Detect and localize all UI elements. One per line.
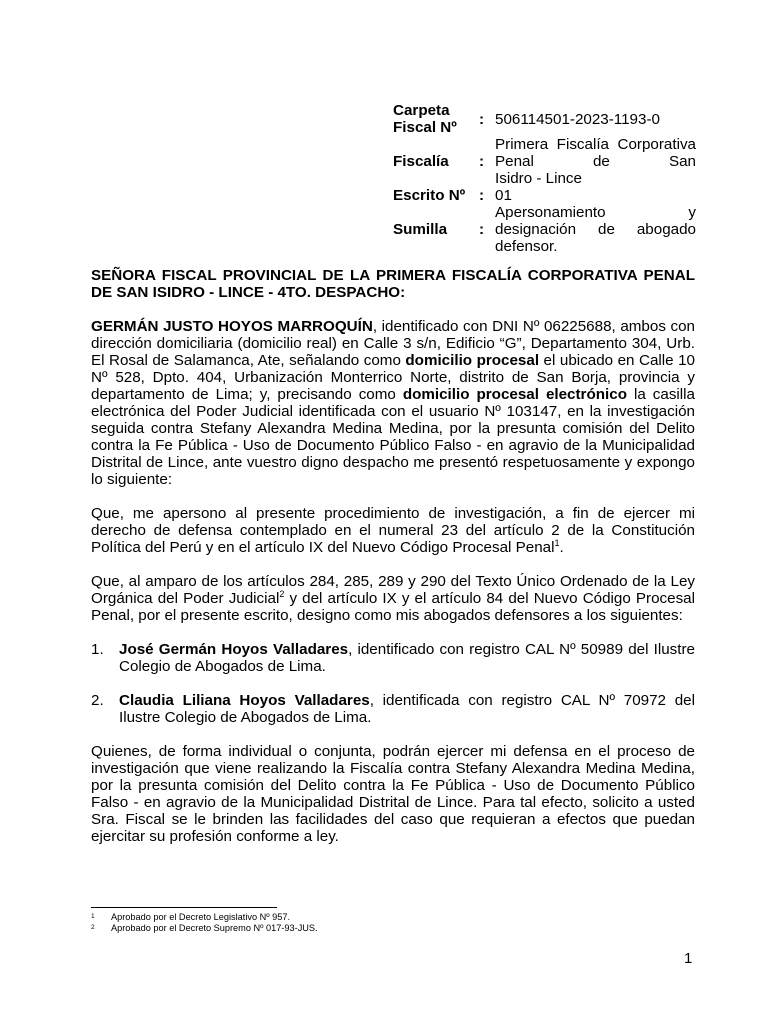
footnote-number: 1 bbox=[91, 913, 95, 920]
addressee-heading: SEÑORA FISCAL PROVINCIAL DE LA PRIMERA FISCALÍA CORPORATIVA PENAL DE SAN ISIDRO - LINCE - 4TO. DESPACHO: bbox=[91, 267, 695, 301]
lawyer-name: José Germán Hoyos Valladares bbox=[119, 641, 349, 658]
para1-end: . bbox=[559, 539, 564, 556]
escrito-value: 01 bbox=[495, 187, 512, 204]
domicilio-electronico-label: domicilio procesal electrónico bbox=[402, 386, 627, 403]
colon: : bbox=[479, 187, 485, 204]
apersonamiento-paragraph bbox=[91, 505, 695, 556]
lawyer-name: Claudia Liliana Hoyos Valladares bbox=[119, 692, 370, 709]
sumilla-value-last: defensor. bbox=[495, 238, 558, 255]
footnote-text: Aprobado por el Decreto Legislativo Nº 957. bbox=[111, 912, 291, 922]
document-body bbox=[91, 267, 695, 862]
intro-text-1: , identificado con DNI Nº 06225688, ambos con dirección domiciliaria (domicilio real) en Calle 3 s/n, Edificio “G”, Departamento 304, Urb. El Rosal de Salamanca, Ate, señalando como bbox=[91, 318, 695, 369]
header-row-fiscalia bbox=[393, 136, 696, 187]
footnote bbox=[91, 912, 695, 923]
intro-text-3: la casilla electrónica del Poder Judicial identificada con el usuario Nº 103147, en la investigación seguida contra Stefany Alexandra Medina Medina, por la presunta comisión del Delito contra la Fe Pública - Uso de Documento Público Falso - en agravio de la Municipalidad Distrital de Lince, ante vuestro digno despacho me presentó respetuosamente y expongo lo siguiente: bbox=[91, 386, 695, 488]
header-row-escrito bbox=[393, 187, 696, 204]
intro-paragraph bbox=[91, 318, 695, 488]
list-item bbox=[91, 692, 695, 726]
fiscalia-value-last: Isidro - Lince bbox=[495, 170, 582, 187]
closing-paragraph: Quienes, de forma individual o conjunta, podrán ejercer mi defensa en el proceso de investigación que viene realizando la Fiscalía contra Stefany Alexandra Medina Medina, por la presunta comisión del Delito contra la Fe Pública - Uso de Documento Público Falso - en agravio de la Municipalidad Distrital de Lince. Para tal efecto, solicito a usted Sra. Fiscal se le brinden las facilidades del caso que requieran a efectos que puedan ejercitar su profesión conforme a ley. bbox=[91, 743, 695, 845]
header-row-carpeta bbox=[393, 102, 696, 136]
footnote bbox=[91, 923, 695, 934]
footnote-ref-2: 2 bbox=[279, 589, 285, 599]
escrito-label: Escrito Nº bbox=[393, 187, 466, 204]
fiscalia-label: Fiscalía bbox=[393, 153, 449, 170]
page-number: 1 bbox=[684, 950, 693, 967]
list-number: 2. bbox=[91, 692, 104, 709]
carpeta-label: Carpeta Fiscal Nº bbox=[393, 102, 457, 136]
lawyers-list bbox=[91, 641, 695, 726]
list-number: 1. bbox=[91, 641, 104, 658]
colon: : bbox=[479, 221, 485, 238]
list-item bbox=[91, 641, 695, 675]
footnotes bbox=[91, 912, 695, 934]
footnote-number: 2 bbox=[91, 924, 95, 931]
petitioner-name: GERMÁN JUSTO HOYOS MARROQUÍN bbox=[91, 318, 373, 335]
document-header bbox=[393, 102, 696, 255]
footnote-text: Aprobado por el Decreto Supremo Nº 017-93-JUS. bbox=[111, 923, 318, 933]
intro-text-2: el ubicado en Calle 10 Nº 528, Dpto. 404, Urbanización Monterrico Norte, distrito de San Borja, provincia y departamento de Lima; y, precisando como bbox=[91, 352, 696, 403]
header-row-sumilla bbox=[393, 204, 696, 255]
lawyer-details: , identificada con registro CAL Nº 70972 del Ilustre Colegio de Abogados de Lima. bbox=[119, 692, 696, 726]
domicilio-procesal-label: domicilio procesal bbox=[405, 352, 540, 369]
colon: : bbox=[479, 110, 485, 128]
sumilla-value bbox=[495, 204, 696, 255]
para2-text-1: Que, al amparo de los artículos 284, 285, 289 y 290 del Texto Único Ordenado de la Ley Orgánica del Poder Judicial bbox=[91, 573, 695, 607]
carpeta-value: 506114501-2023-1193-0 bbox=[495, 110, 660, 128]
designation-paragraph bbox=[91, 573, 695, 624]
para1-text: Que, me apersono al presente procedimiento de investigación, a fin de ejercer mi derecho de defensa contemplado en el numeral 23 del artículo 2 de la Constitución Política del Perú y en el artículo IX del Nuevo Código Procesal Penal bbox=[91, 505, 695, 556]
lawyer-details: , identificado con registro CAL Nº 50989 del Ilustre Colegio de Abogados de Lima. bbox=[119, 641, 695, 675]
footnote-divider bbox=[91, 907, 277, 908]
fiscalia-value-text: Primera Fiscalía Corporativa Penal de San bbox=[495, 136, 696, 170]
footnote-ref-1: 1 bbox=[554, 538, 560, 548]
sumilla-label: Sumilla bbox=[393, 221, 448, 238]
colon: : bbox=[479, 153, 485, 170]
para2-text-2: y del artículo IX y el artículo 84 del Nuevo Código Procesal Penal, por el presente escrito, designo como mis abogados defensores a los siguientes: bbox=[91, 590, 695, 624]
fiscalia-value bbox=[495, 136, 696, 187]
sumilla-value-text: Apersonamiento y designación de abogado bbox=[495, 204, 696, 238]
